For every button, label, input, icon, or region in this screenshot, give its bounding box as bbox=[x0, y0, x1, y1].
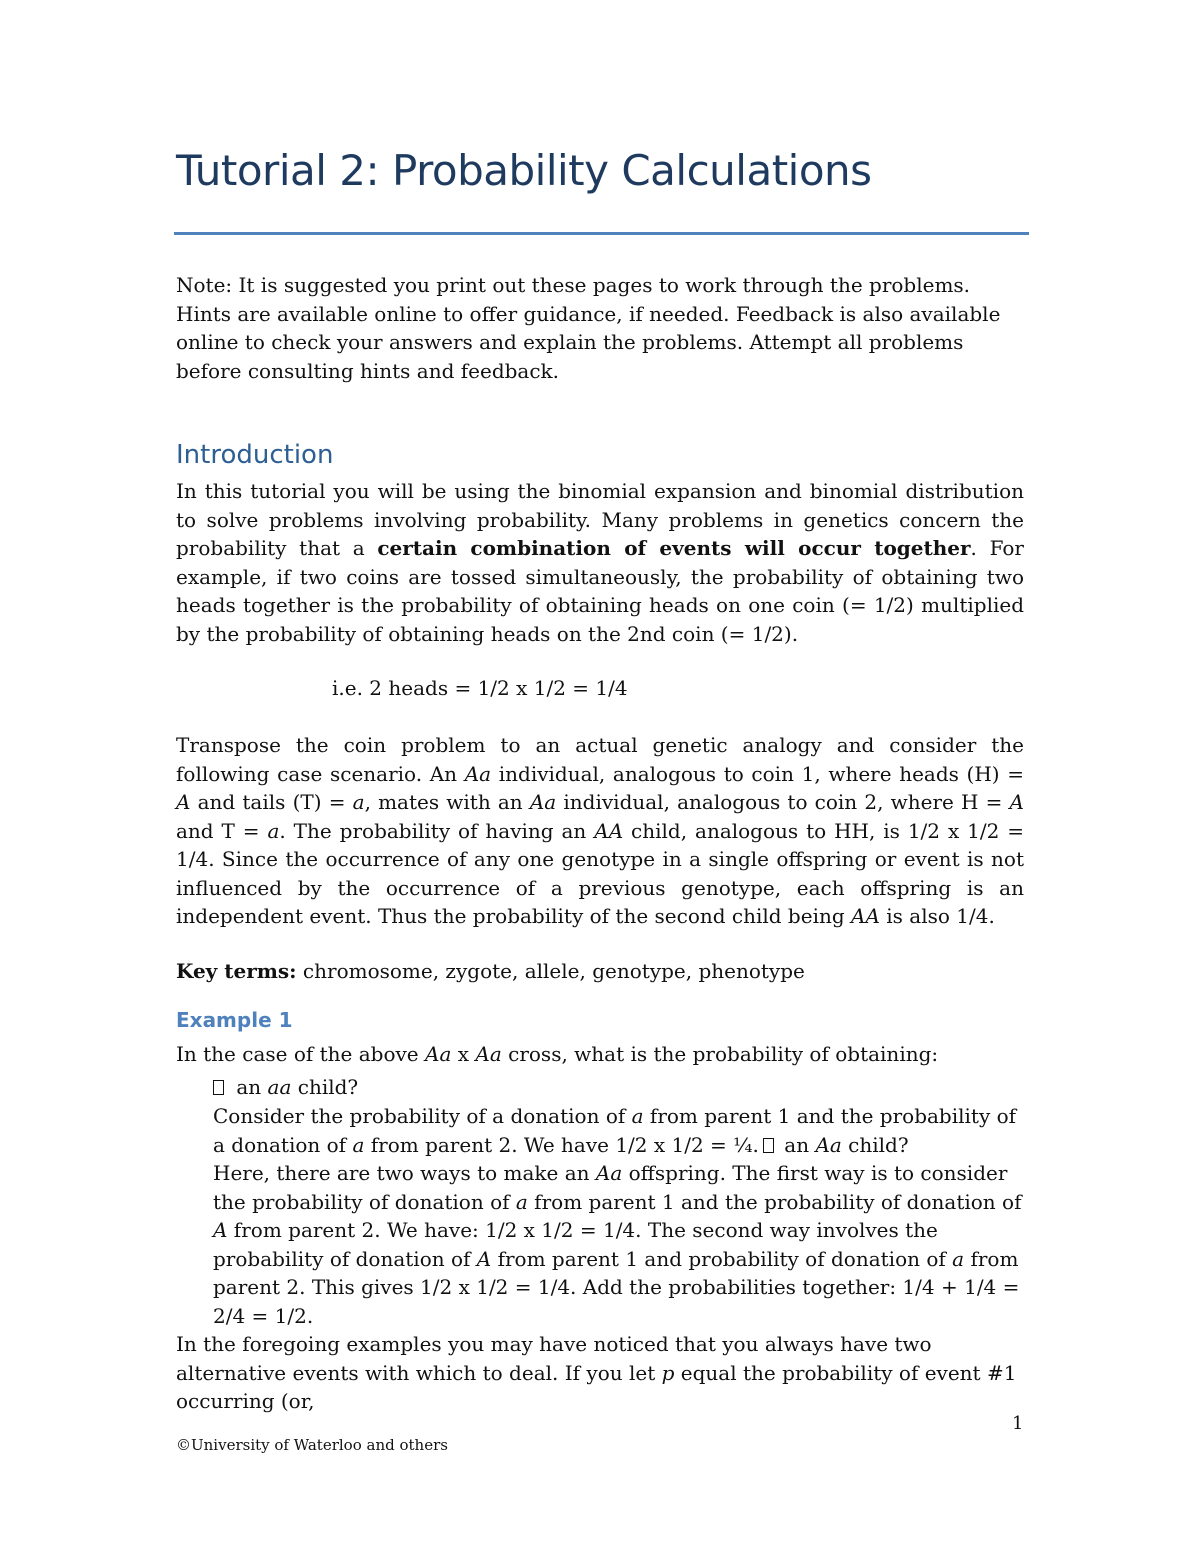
ex-l1-italic: a bbox=[631, 1104, 644, 1128]
intro-p2-seg: Transpose the coin problem to an actual genetic analogy and consider the following case scenario. An bbox=[176, 733, 1024, 786]
ex-l2-seg: offspring. The first way is to consider the probability of donation of bbox=[213, 1161, 1008, 1214]
ex-b2-seg: an bbox=[777, 1132, 816, 1157]
intro-p2-italic: A bbox=[176, 790, 191, 814]
ex-b1-seg: child? bbox=[291, 1075, 359, 1099]
ex-b2-italic: Aa bbox=[815, 1132, 842, 1157]
ex-b1-seg: an bbox=[230, 1075, 268, 1099]
intro-p2-seg: individual, analogous to coin 2, where H = bbox=[556, 790, 1010, 814]
bullet-box-icon bbox=[213, 1080, 224, 1095]
closing-seg: In the foregoing examples you may have noticed that you always have two alternative events with which to deal. If you let bbox=[176, 1332, 932, 1385]
example-1-question bbox=[176, 1040, 1024, 1069]
closing-seg: equal the probability of event #1 occurring (or, bbox=[176, 1360, 1017, 1413]
ex-l2-seg: Here, there are two ways to make an bbox=[213, 1161, 596, 1185]
footer-copyright: ©University of Waterloo and others bbox=[176, 1436, 448, 1454]
intro-p2-seg: . The probability of having an bbox=[279, 818, 595, 843]
example-1-heading: Example 1 bbox=[176, 1008, 293, 1032]
intro-p2-italic: a bbox=[267, 818, 280, 843]
intro-p2-seg: is also 1/4. bbox=[879, 904, 995, 928]
ex-l1-seg: from parent 2. We have 1/2 x 1/2 = ¼. bbox=[364, 1132, 759, 1157]
intro-paragraph-2 bbox=[176, 731, 1024, 931]
coin-formula: i.e. 2 heads = 1/2 x 1/2 = 1/4 bbox=[332, 676, 628, 700]
key-terms-line bbox=[176, 957, 1024, 986]
ex-l1-seg: Consider the probability of a donation of bbox=[213, 1104, 632, 1128]
ex-l2-seg: from parent 2. We have: 1/2 x 1/2 = 1/4. The second way involves the probability of donation of bbox=[213, 1218, 938, 1271]
ex-q-italic: Aa bbox=[425, 1042, 452, 1066]
key-terms-label: Key terms: bbox=[176, 959, 297, 983]
page-number: 1 bbox=[1012, 1413, 1024, 1434]
intro-p2-seg: and T = bbox=[176, 818, 268, 843]
ex-l2-seg: from parent 1 and probability of donation of bbox=[491, 1246, 953, 1271]
ex-l1-seg: from parent 1 and the probability of a donation of bbox=[213, 1104, 1017, 1157]
example-1-bullet-aa bbox=[213, 1073, 1024, 1102]
ex-l2-italic: a bbox=[952, 1246, 965, 1271]
intro-p2-italic: Aa bbox=[464, 761, 492, 786]
ex-q-italic: Aa bbox=[475, 1042, 502, 1066]
intro-p2-italic: A bbox=[1009, 790, 1024, 814]
note-paragraph: Note: It is suggested you print out these pages to work through the problems. Hints are available online to offer guidance, if needed. Feedback is also available online to check your answers and explain the problems. Attempt all problems before consulting hints and feedback. bbox=[176, 273, 1001, 383]
closing-italic: p bbox=[661, 1360, 675, 1385]
ex-l2-italic: A bbox=[476, 1246, 492, 1271]
ex-b2-seg: child? bbox=[841, 1132, 909, 1157]
intro-p2-seg: child, analogous to HH, is 1/2 x 1/2 = 1/4. Since the occurrence of any one genotype in a single offspring or event is not influenced by the occurrence of a previous genotype, each offspring is an independent event. Thus the probability of the second child being bbox=[176, 818, 1025, 928]
intro-p2-italic: AA bbox=[594, 818, 624, 843]
ex-q-seg: x bbox=[451, 1042, 476, 1066]
intro-p1-text-a: In this tutorial you will be using the binomial expansion and binomial distribution to solve problems involving probability. Many problems in genetics concern the probability that a bbox=[176, 479, 1024, 560]
ex-q-seg: cross, what is the probability of obtaining: bbox=[501, 1042, 939, 1066]
intro-p2-seg: , mates with an bbox=[364, 790, 530, 814]
ex-l2-seg: from parent 1 and the probability of donation of bbox=[527, 1189, 1022, 1214]
ex-l2-italic: a bbox=[515, 1189, 528, 1214]
intro-p2-italic: AA bbox=[851, 904, 880, 928]
ex-l2-italic: Aa bbox=[595, 1161, 623, 1185]
title-divider bbox=[174, 232, 1029, 235]
ex-l2-seg: from parent 2. This gives 1/2 x 1/2 = 1/4. Add the probabilities together: 1/4 + 1/4 = 2/4 = 1/2. bbox=[213, 1246, 1020, 1328]
bullet-box-icon bbox=[763, 1138, 774, 1153]
introduction-heading: Introduction bbox=[176, 440, 334, 470]
intro-paragraph-1 bbox=[176, 477, 1024, 648]
closing-paragraph bbox=[176, 1330, 1024, 1416]
intro-p2-italic: Aa bbox=[529, 790, 557, 814]
ex-b1-italic: aa bbox=[267, 1075, 292, 1099]
ex-l1-italic: a bbox=[352, 1132, 365, 1157]
ex-l2-italic: A bbox=[213, 1218, 228, 1242]
ex-q-seg: In the case of the above bbox=[176, 1042, 426, 1066]
example-1-answer bbox=[213, 1102, 1024, 1330]
page-title: Tutorial 2: Probability Calculations bbox=[176, 146, 872, 195]
intro-p2-italic: a bbox=[352, 790, 365, 814]
intro-p1-text-b: . For example, if two coins are tossed simultaneously, the probability of obtaining two heads together is the probability of obtaining heads on one coin (= 1/2) multiplied by the probability of obtaining heads on the 2nd coin (= 1/2). bbox=[176, 536, 1024, 646]
intro-p1-bold: certain combination of events will occur together bbox=[377, 536, 971, 560]
intro-p2-seg: and tails (T) = bbox=[190, 790, 353, 814]
key-terms-list: chromosome, zygote, allele, genotype, phenotype bbox=[296, 959, 805, 983]
intro-p2-seg: individual, analogous to coin 1, where heads (H) = bbox=[491, 761, 1024, 786]
